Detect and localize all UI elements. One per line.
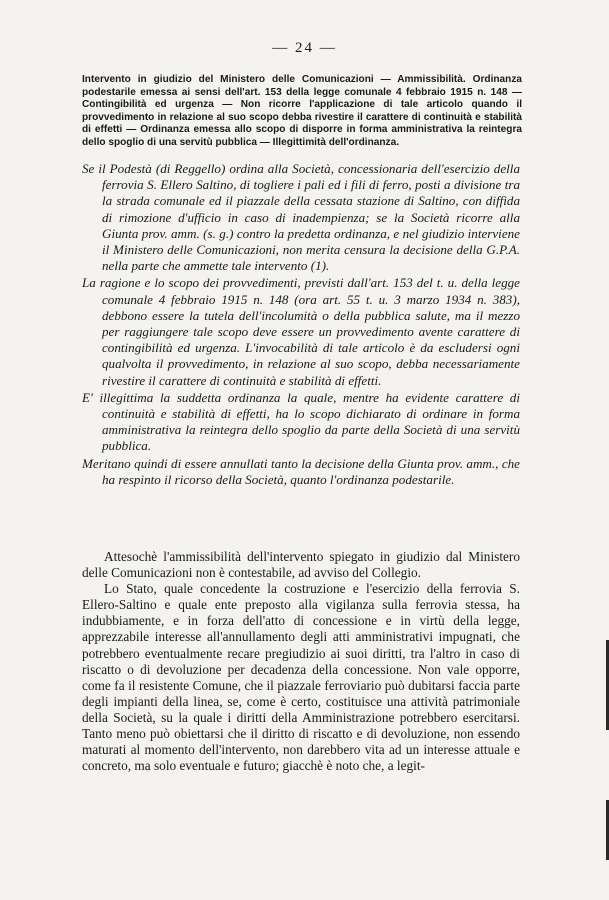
legal-maxims (82, 161, 520, 489)
maxim-paragraph: E' illegittima la suddetta ordinanza la quale, mentre ha evidente carattere di continuità e stabilità di effetti, ha lo scopo dichiarato di ordinare in forma amministrativa la reintegra dello spoglio da parte della Società di una servitù pubblica. (82, 389, 520, 454)
case-summary: Intervento in giudizio del Ministero delle Comunicazioni — Ammissibilità. Ordinanza podestarile emessa ai sensi dell'art. 153 della legge comunale 4 febbraio 1915 n. 148 — Contingibilità ed urgenza — Non ricorre l'applicazione di tale articolo quando il provvedimento in relazione al suo scopo debba rivestire il carattere di continuità e stabilità di effetti — Ordinanza emessa allo scopo di disporre in forma amministrativa la reintegra dello spoglio di una servitù pubblica — Illegittimità dell'ordinanza. (82, 74, 522, 148)
body-text (82, 549, 520, 774)
maxim-paragraph: La ragione e lo scopo dei provvedimenti, previsti dall'art. 153 del t. u. della legge comunale 4 febbraio 1915 n. 148 (ora art. 55 t. u. 3 marzo 1934 n. 383), debbono essere la tutela dell'incolumità o della pubblica salute, ma il mezzo per raggiungere tale scopo deve essere un provvedimento avente carattere di contingibilità ed urgenza. L'invocabilità di tale articolo è da escludersi ogni qualvolta il provvedimento, in relazione al suo scopo, debba necessariamente rivestire il carattere di continuità e stabilità di effetti. (82, 275, 520, 388)
body-paragraph: Lo Stato, quale concedente la costruzione e l'esercizio della ferrovia S. Ellero-Saltino e quale ente preposto alla vigilanza sulla ferrovia stessa, ha indubbiamente, e in forza dell'atto di concessione e in virtù della legge, apprezzabile interesse all'annullamento degli atti amministrativi impugnati, che potrebbero eventualmente recare pregiudizio ai suoi diritti, tra l'altro in caso di riscatto o di devoluzione per decadenza della concessione. Non vale opporre, come fa il resistente Comune, che il piazzale ferroviario può dubitarsi faccia parte degli impianti della linea, se, come è certo, costituisce una attività patrimoniale della Società, su la quale i diritti della Amministrazione potrebbero esercitarsi. Tanto meno può obiettarsi che il diritto di riscatto e di devoluzione, non essendo maturati al momento dell'intervento, non darebbero vita ad un interesse attuale e concreto, ma solo eventuale e futuro; giacchè è noto che, a legit- (82, 581, 520, 774)
maxim-paragraph: Meritano quindi di essere annullati tanto la decisione della Giunta prov. amm., che ha respinto il ricorso della Società, quanto l'ordinanza podestarile. (82, 455, 520, 487)
body-paragraph: Attesochè l'ammissibilità dell'intervento spiegato in giudizio dal Ministero delle Comunicazioni non è contestabile, ad avviso del Collegio. (82, 549, 520, 581)
page-number: — 24 — (272, 40, 337, 56)
maxim-paragraph: Se il Podestà (di Reggello) ordina alla Società, concessionaria dell'esercizio della ferrovia S. Ellero Saltino, di togliere i pali ed i fili di ferro, posti a divisione tra la strada comunale ed il piazzale della cessata stazione di Saltino, con diffida di rimozione d'ufficio in caso di inadempienza; se la Società ricorre alla Giunta prov. amm. (s. g.) contro la predetta ordinanza, e nel giudizio interviene il Ministero delle Comunicazioni, non merita censura la decisione della G.P.A. nella parte che ammette tale intervento (1). (82, 161, 520, 274)
